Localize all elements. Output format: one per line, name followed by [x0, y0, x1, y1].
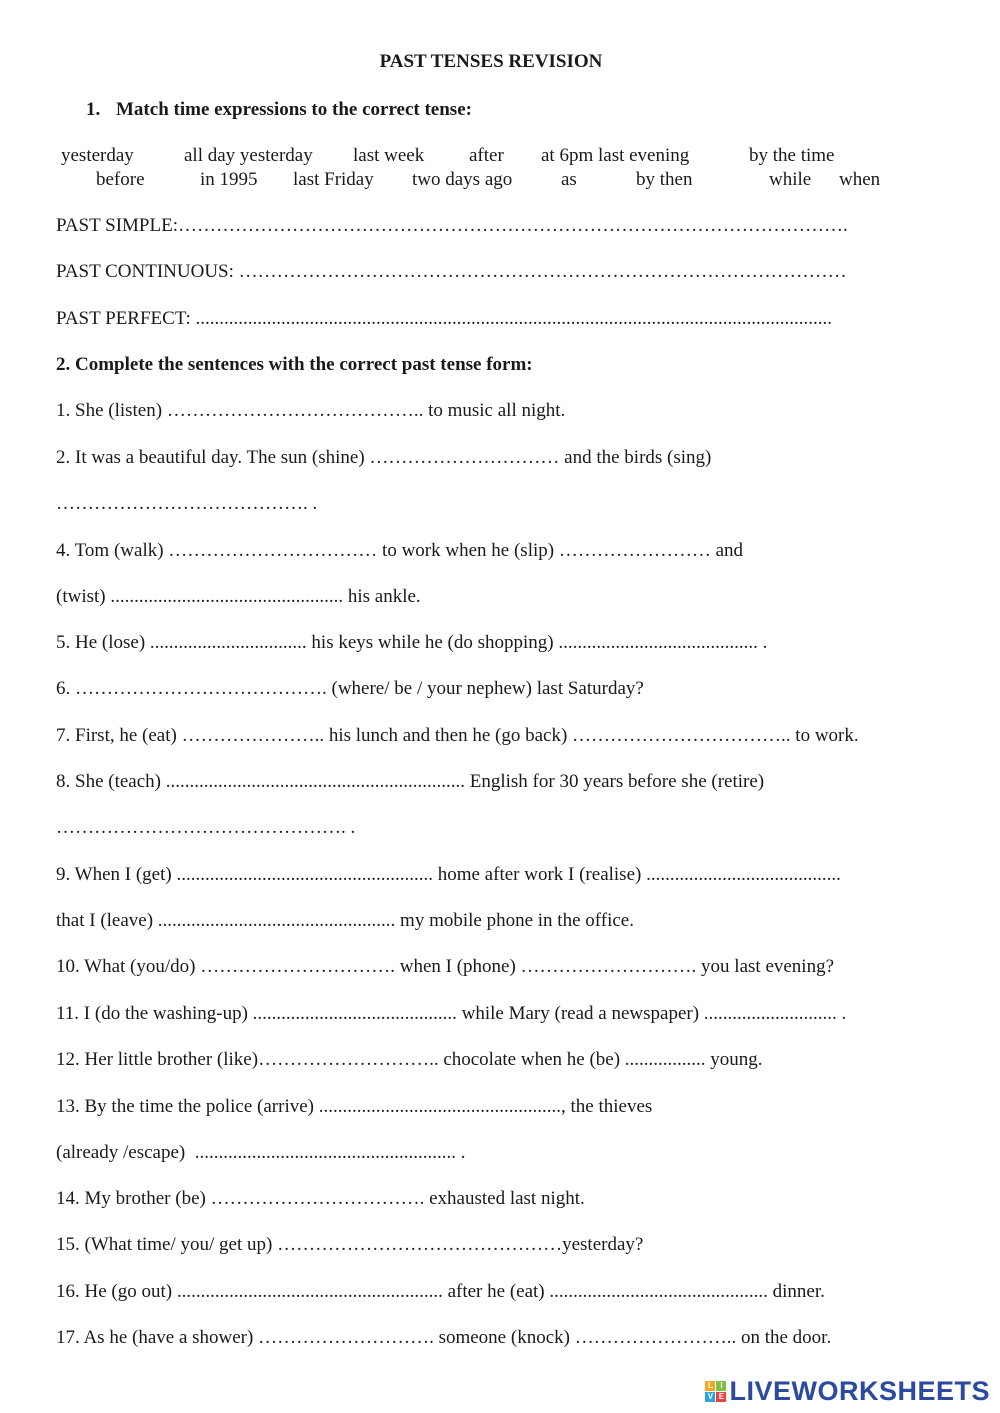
- expression-as: as: [561, 169, 577, 190]
- logo-mark-cell: V: [705, 1392, 715, 1402]
- sentence-6[interactable]: 6. …………………………………. (where/ be / your nephew) last Saturday?: [56, 678, 644, 699]
- past-continuous-answer-line[interactable]: PAST CONTINUOUS: ……………………………………………………………………………………: [56, 261, 847, 282]
- sentence-13[interactable]: 13. By the time the police (arrive) ..................................................., the thieves: [56, 1096, 653, 1117]
- sentence-1[interactable]: 1. She (listen) ………………………………….. to music all night.: [56, 400, 566, 421]
- sentence-4[interactable]: 4. Tom (walk) …………………………… to work when he (slip) …………………… and: [56, 540, 744, 561]
- sentence-11[interactable]: 11. I (do the washing-up) ........................................... while Mary (read a newspaper) ............................ .: [56, 1003, 847, 1024]
- expression-last-friday: last Friday: [293, 169, 374, 190]
- sentence-4-continued[interactable]: (twist) ................................................. his ankle.: [56, 586, 421, 607]
- expression-in-1995: in 1995: [200, 169, 258, 190]
- expression-yesterday: yesterday: [61, 145, 134, 166]
- logo-mark-cell: I: [716, 1381, 726, 1391]
- expression-last-week: last week: [353, 145, 425, 166]
- section2-heading: 2. Complete the sentences with the correct past tense form:: [56, 354, 533, 375]
- section1-number: 1.: [86, 99, 101, 120]
- section1-heading: Match time expressions to the correct tense:: [116, 99, 472, 120]
- past-simple-answer-line[interactable]: PAST SIMPLE:…………………………………………………………………………………………….: [56, 215, 848, 236]
- sentence-16[interactable]: 16. He (go out) ........................................................ after he (eat) .............................................. dinner.: [56, 1281, 825, 1302]
- expression-all-day-yesterday: all day yesterday: [184, 145, 313, 166]
- expression-while: while: [769, 169, 812, 190]
- logo-mark-cell: L: [705, 1381, 715, 1391]
- sentence-5[interactable]: 5. He (lose) ................................. his keys while he (do shopping) .......................................... .: [56, 632, 768, 653]
- sentence-17[interactable]: 17. As he (have a shower) ………………………. someone (knock) …………………….. on the door.: [56, 1327, 832, 1348]
- sentence-2[interactable]: 2. It was a beautiful day. The sun (shine) ………………………… and the birds (sing): [56, 447, 712, 468]
- past-perfect-answer-line[interactable]: PAST PERFECT: ......................................................................................................................................: [56, 308, 833, 329]
- expression-before: before: [96, 169, 145, 190]
- sentence-13-continued[interactable]: (already /escape) ....................................................... .: [56, 1142, 466, 1163]
- sentence-15[interactable]: 15. (What time/ you/ get up) ………………………………………yesterday?: [56, 1234, 644, 1255]
- expression-when: when: [839, 169, 881, 190]
- sentence-8[interactable]: 8. She (teach) ............................................................... English for 30 years before she (retire): [56, 771, 765, 792]
- page-title: PAST TENSES REVISION: [379, 51, 603, 72]
- liveworksheets-logo-mark: [705, 1381, 726, 1402]
- sentence-12[interactable]: 12. Her little brother (like)……………………….. chocolate when he (be) ................. young.: [56, 1049, 763, 1070]
- sentence-10[interactable]: 10. What (you/do) …………………………. when I (phone) ………………………. you last evening?: [56, 956, 835, 977]
- liveworksheets-logo-text: LIVEWORKSHEETS: [729, 1376, 990, 1406]
- expression-two-days-ago: two days ago: [412, 169, 513, 190]
- expression-by-then: by then: [636, 169, 693, 190]
- expression-at-6pm-last-evening: at 6pm last evening: [541, 145, 690, 166]
- sentence-8-continued[interactable]: ………………………………………. .: [56, 817, 356, 838]
- expression-after: after: [469, 145, 504, 166]
- sentence-9[interactable]: 9. When I (get) ...................................................... home after work I (realise) .........................................: [56, 864, 841, 885]
- sentence-9-continued[interactable]: that I (leave) .................................................. my mobile phone in the office.: [56, 910, 634, 931]
- sentence-7[interactable]: 7. First, he (eat) ………………….. his lunch and then he (go back) …………………………….. to work.: [56, 725, 859, 746]
- logo-mark-cell: E: [716, 1392, 726, 1402]
- expression-by-the-time: by the time: [749, 145, 835, 166]
- liveworksheets-logo[interactable]: [705, 1378, 990, 1405]
- sentence-2-continued[interactable]: …………………………………. .: [56, 493, 318, 514]
- sentence-14[interactable]: 14. My brother (be) ……………………………. exhausted last night.: [56, 1188, 585, 1209]
